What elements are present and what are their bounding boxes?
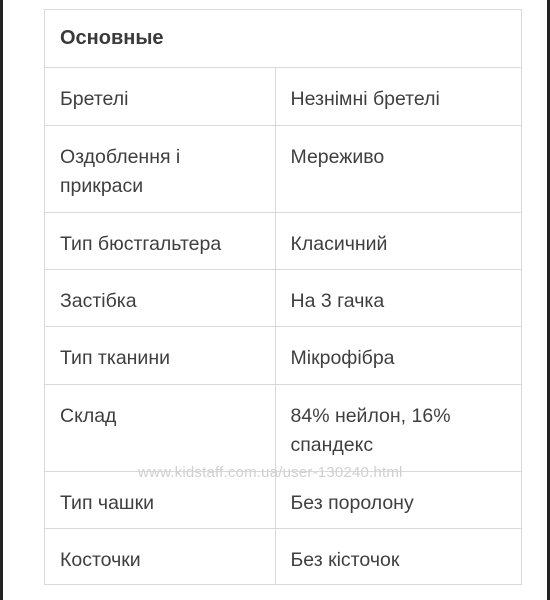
table-row — [45, 125, 521, 212]
spec-value: Незнімні бретелі — [275, 68, 521, 125]
spec-value: Мікрофібра — [275, 326, 521, 384]
spec-value: Мереживо — [275, 125, 521, 212]
table-row — [45, 68, 521, 125]
table-row — [45, 384, 521, 471]
table-row — [45, 528, 521, 584]
watermark: www.kidstaff.com.ua/user-130240.html — [138, 464, 403, 481]
section-title: Основные — [45, 10, 521, 68]
spec-value: На 3 гачка — [275, 269, 521, 326]
table-row — [45, 471, 521, 528]
spec-key: Бретелі — [45, 68, 275, 125]
spec-key: Тип тканини — [45, 326, 275, 384]
spec-key: Склад — [45, 384, 275, 471]
spec-key: Косточки — [45, 528, 275, 584]
specs-table — [45, 68, 521, 584]
specs-panel — [44, 9, 522, 585]
spec-value: Без поролону — [275, 471, 521, 528]
spec-value: 84% нейлон, 16% спандекс — [275, 384, 521, 471]
spec-value: Без кісточок — [290, 548, 400, 571]
table-row — [45, 269, 521, 326]
table-row — [45, 212, 521, 269]
spec-key: Тип чашки — [45, 471, 275, 528]
spec-key: Застібка — [45, 269, 275, 326]
spec-key: Оздоблення і прикраси — [45, 125, 275, 212]
screen-edge-left — [0, 0, 3, 600]
table-row — [45, 326, 521, 384]
spec-value: Класичний — [275, 212, 521, 269]
spec-key: Тип бюстгальтера — [45, 212, 275, 269]
